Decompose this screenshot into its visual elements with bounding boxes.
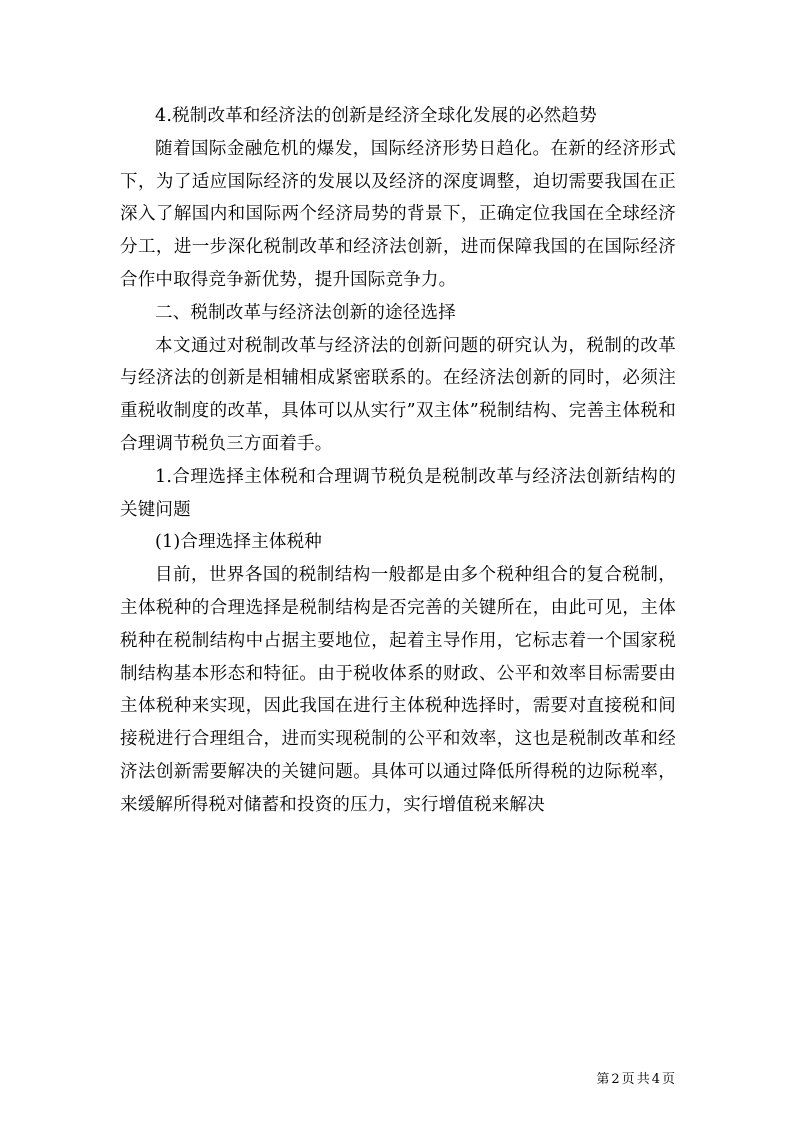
paragraph-main-tax-choice: 目前，世界各国的税制结构一般都是由多个税种组合的复合税制，主体税种的合理选择是税制结构是否完善的关键所在，由此可见，主体税种在税制结构中占据主要地位，起着主导作用，它标志着一个国家税制结构基本形态和特征。由于税收体系的财政、公平和效率目标需要由主体税种来实现，因此我国在进行主体税种选择时，需要对直接税和间接税进行合理组合，进而实现税制的公平和效率，这也是税制改革和经济法创新需要解决的关键问题。具体可以通过降低所得税的边际税率，来缓解所得税对储蓄和投资的压力，实行增值税来解决 [120,565,676,815]
footer-prefix: 第 [596,1072,610,1087]
subsection-heading-1-1: (1)合理选择主体税种 [155,532,322,553]
subsection-heading-1: 1.合理选择主体税和合理调节税负是税制改革与经济法创新结构的关键问题 [120,466,676,520]
page-body [120,100,676,822]
footer-middle: 共 [636,1072,650,1087]
footer-current-page: 2 [611,1072,620,1087]
section-heading-2: 二、税制改革与经济法创新的途径选择 [155,302,456,323]
paragraph-research-view: 本文通过对税制改革与经济法的创新问题的研究认为，税制的改革与经济法的创新是相辅相成紧密联系的。在经济法创新的同时，必须注重税收制度的改革，具体可以从实行”双主体”税制结构、完善主体税和合理调节税负三方面着手。 [120,335,676,454]
paragraph-financial-crisis: 随着国际金融危机的爆发，国际经济形势日趋化。在新的经济形式下，为了适应国际经济的发展以及经济的深度调整，迫切需要我国在正深入了解国内和国际两个经济局势的背景下，正确定位我国在全球经济分工，进一步深化税制改革和经济法创新，进而保障我国的在国际经济合作中取得竞争新优势，提升国际竞争力。 [120,138,676,290]
footer-total-pages: 4 [651,1072,660,1087]
footer-page-unit: 页 [621,1072,635,1087]
footer-suffix: 页 [661,1072,675,1087]
page-number-footer [595,1072,676,1088]
section-heading-4: 4.税制改革和经济法的创新是经济全球化发展的必然趋势 [155,106,597,126]
